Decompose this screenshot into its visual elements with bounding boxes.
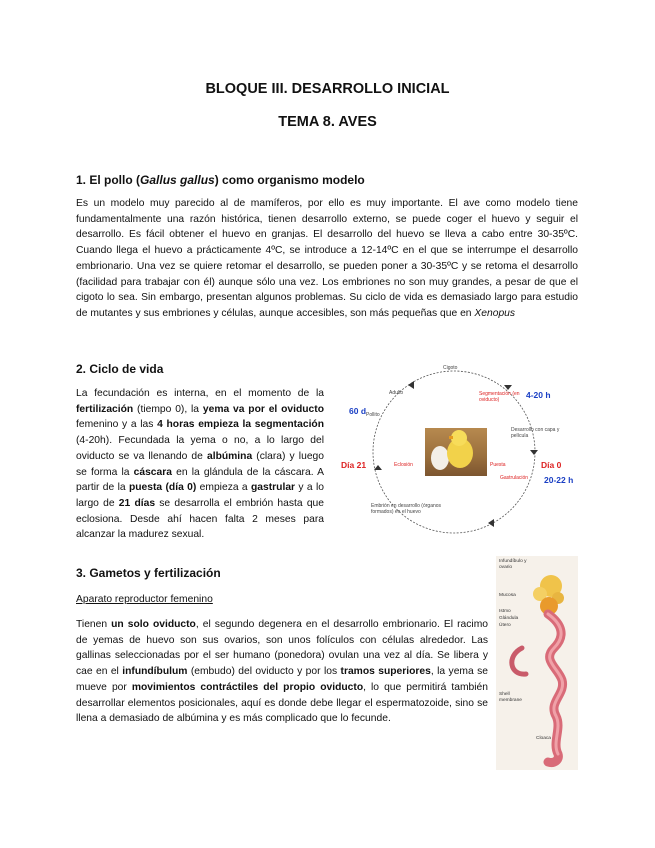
label-60d: 60 d: [349, 406, 367, 416]
oviduct-label-2: Mucosa: [499, 593, 516, 598]
oviduct-label-3: Istmo: [499, 609, 511, 614]
section1-paragraph: Es un modelo muy parecido al de mamíferos, por ello es muy importante. El ave como modelo tiene fundamentalmente una razón histórica, tienen desarrollo externo, se puede coger el huevo y seguir el desarrollo. Es fácil obtener el huevo en granjas. El desarrollo del huevo se lleva a cabo entre 30-35ºC. Cuando llega el huevo a prácticamente 4ºC, se introduce a 12-14ºC en el que se interrumpe el desarrollo embrionario. Una vez se quiere retomar el desarrollo, se pueden poner a 30-35ºC y se retoma el desarrollo (facilidad para trabajar con él) aunque sólo una vez. Los embriones no son muy grandes, a pesar de que el cigoto lo sea. Sin embargo, presentan algunos problemas. Su ciclo de vida es demasiado largo para estudio de mutantes y sus embriones y células, aunque accesibles, son más pequeñas que en Xenopus: [76, 198, 578, 319]
topic-title: TEMA 8. AVES: [278, 114, 377, 130]
label-desarrollo: Desarrollo con capa y película: [511, 427, 560, 439]
chick-egg-photo: [425, 428, 487, 476]
label-segmentacion: Segmentación (en oviducto): [479, 391, 520, 403]
label-20-22h: 20-22 h: [544, 475, 574, 485]
section3-heading: 3. Gametos y fertilización: [76, 566, 221, 580]
label-4-20h: 4-20 h: [526, 390, 551, 400]
label-eclosion: Eclosión: [394, 462, 413, 468]
oviduct-label-5: Útero: [499, 623, 511, 628]
chick-head: [451, 430, 467, 446]
oviduct-label-1: Infundíbulo y ovario: [499, 559, 527, 570]
section2-heading: 2. Ciclo de vida: [76, 362, 164, 376]
label-dia0: Día 0: [541, 460, 562, 470]
section3-paragraph: Tienen un solo oviducto, el segundo degenera en el desarrollo embrionario. El racimo de yemas de huevo son sus ovarios, son unos folículos con células alrededor. Las gallinas seleccionadas por el ser humano (ponedora) ovulan una vez al día. Se libera y cae en el infundíbulum (embudo) del oviducto y por los tramos superiores, la yema se mueve por movimientos contráctiles del propio oviducto, lo que permitirá también desarrollar elementos posicionales, aquí es donde debe llegar el espermatozoide, sino se llena a demasiado de albúmina y es más complicado que lo fecunde.: [76, 619, 489, 725]
label-pollito: Pollito: [366, 412, 380, 418]
label-adulto: Adulto: [389, 390, 404, 396]
section2-paragraph: La fecundación es interna, en el momento de la fertilización (tiempo 0), la yema va por el oviducto femenino y a las 4 horas empieza la segmentación (4-20h). Fecundada la yema o no, a lo largo del oviducto se va llenando de albúmina (clara) y luego se forma la cáscara en la glándula de la cáscara. A partir de la puesta (día 0) empieza a gastrular y a lo largo de 21 días se desarrolla el embrión hasta que eclosiona. Desde ahí hacen falta 2 meses para alcanzar la madurez sexual.: [76, 388, 325, 541]
label-cigoto: Cigoto: [443, 365, 458, 371]
oviduct-label-6: Shell membrane: [499, 692, 522, 703]
life-cycle-diagram: [338, 355, 586, 545]
chick-beak: [449, 436, 453, 439]
oviduct-label-7: Cloaca: [536, 736, 551, 741]
section3-subheading: Aparato reproductor femenino: [76, 594, 213, 605]
label-puesta: Puesta: [490, 462, 506, 468]
label-embrion: Embrión en desarrollo (órganos formados) en el huevo: [371, 503, 442, 515]
oviduct-illustration: [496, 556, 578, 770]
section1-heading: 1. El pollo (Gallus gallus) como organismo modelo: [76, 173, 365, 187]
oviduct-label-4: Glándula: [499, 616, 519, 621]
label-gastrulacion: Gastrulación: [500, 475, 529, 481]
block-title: BLOQUE III. DESARROLLO INICIAL: [205, 81, 450, 97]
label-dia21: Día 21: [341, 460, 367, 470]
